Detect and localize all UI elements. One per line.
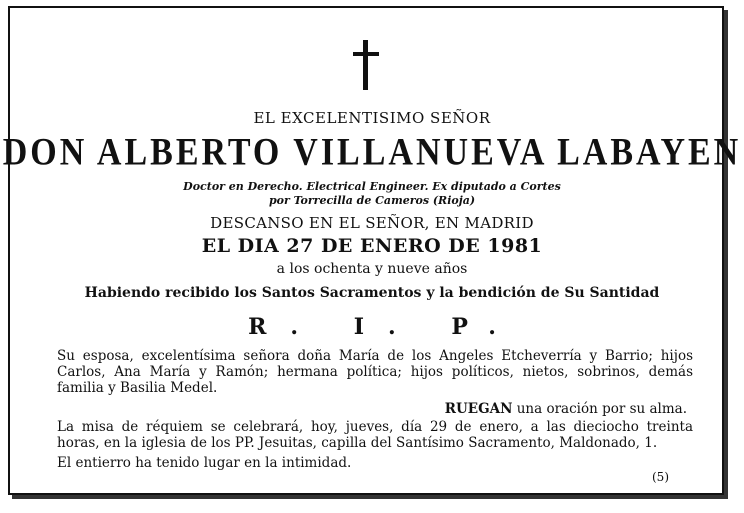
mass-line: horas, en la iglesia de los PP. Jesuitas, capilla del Santísimo Sacramento, Maldonado, 1. [57, 435, 658, 451]
rip-heading: R. I. P. [248, 314, 520, 340]
mass-line: La misa de réquiem se celebrará, hoy, jueves, día 29 de enero, a las dieciocho treinta [57, 419, 693, 435]
prayer-request-bold: RUEGAN [444, 401, 513, 417]
family-paragraph [57, 348, 693, 396]
credentials-line-1: Doctor en Derecho. Electrical Engineer. Ex diputado a Cortes [183, 180, 561, 193]
burial-line: El entierro ha tenido lugar en la intimidad. [57, 455, 352, 471]
credentials-line-2: por Torrecilla de Cameros (Rioja) [268, 194, 476, 207]
mass-paragraph [57, 419, 693, 451]
sacraments-line: Habiendo recibido los Santos Sacramentos y la bendición de Su Santidad [84, 285, 660, 301]
reference-number: (5) [652, 470, 669, 484]
deceased-name: DON ALBERTO VILLANUEVA LABAYEN [2, 131, 742, 174]
family-line: Su esposa, excelentísima señora doña María de los Angeles Etcheverría y Barrio; hijos [57, 348, 693, 364]
family-line: familia y Basilia Medel. [57, 380, 218, 396]
rest-place-line: DESCANSO EN EL SEÑOR, EN MADRID [210, 214, 534, 232]
family-line: Carlos, Ana María y Ramón; hermana política; hijos políticos, nietos, sobrinos, demás [57, 364, 693, 380]
prayer-request-text: una oración por su alma. [512, 401, 687, 417]
cross-icon [351, 40, 381, 90]
age-line: a los ochenta y nueve años [276, 261, 468, 277]
prayer-request [445, 401, 687, 417]
date-of-death: EL DIA 27 DE ENERO DE 1981 [201, 235, 543, 257]
honorific-title: EL EXCELENTISIMO SEÑOR [253, 109, 491, 127]
